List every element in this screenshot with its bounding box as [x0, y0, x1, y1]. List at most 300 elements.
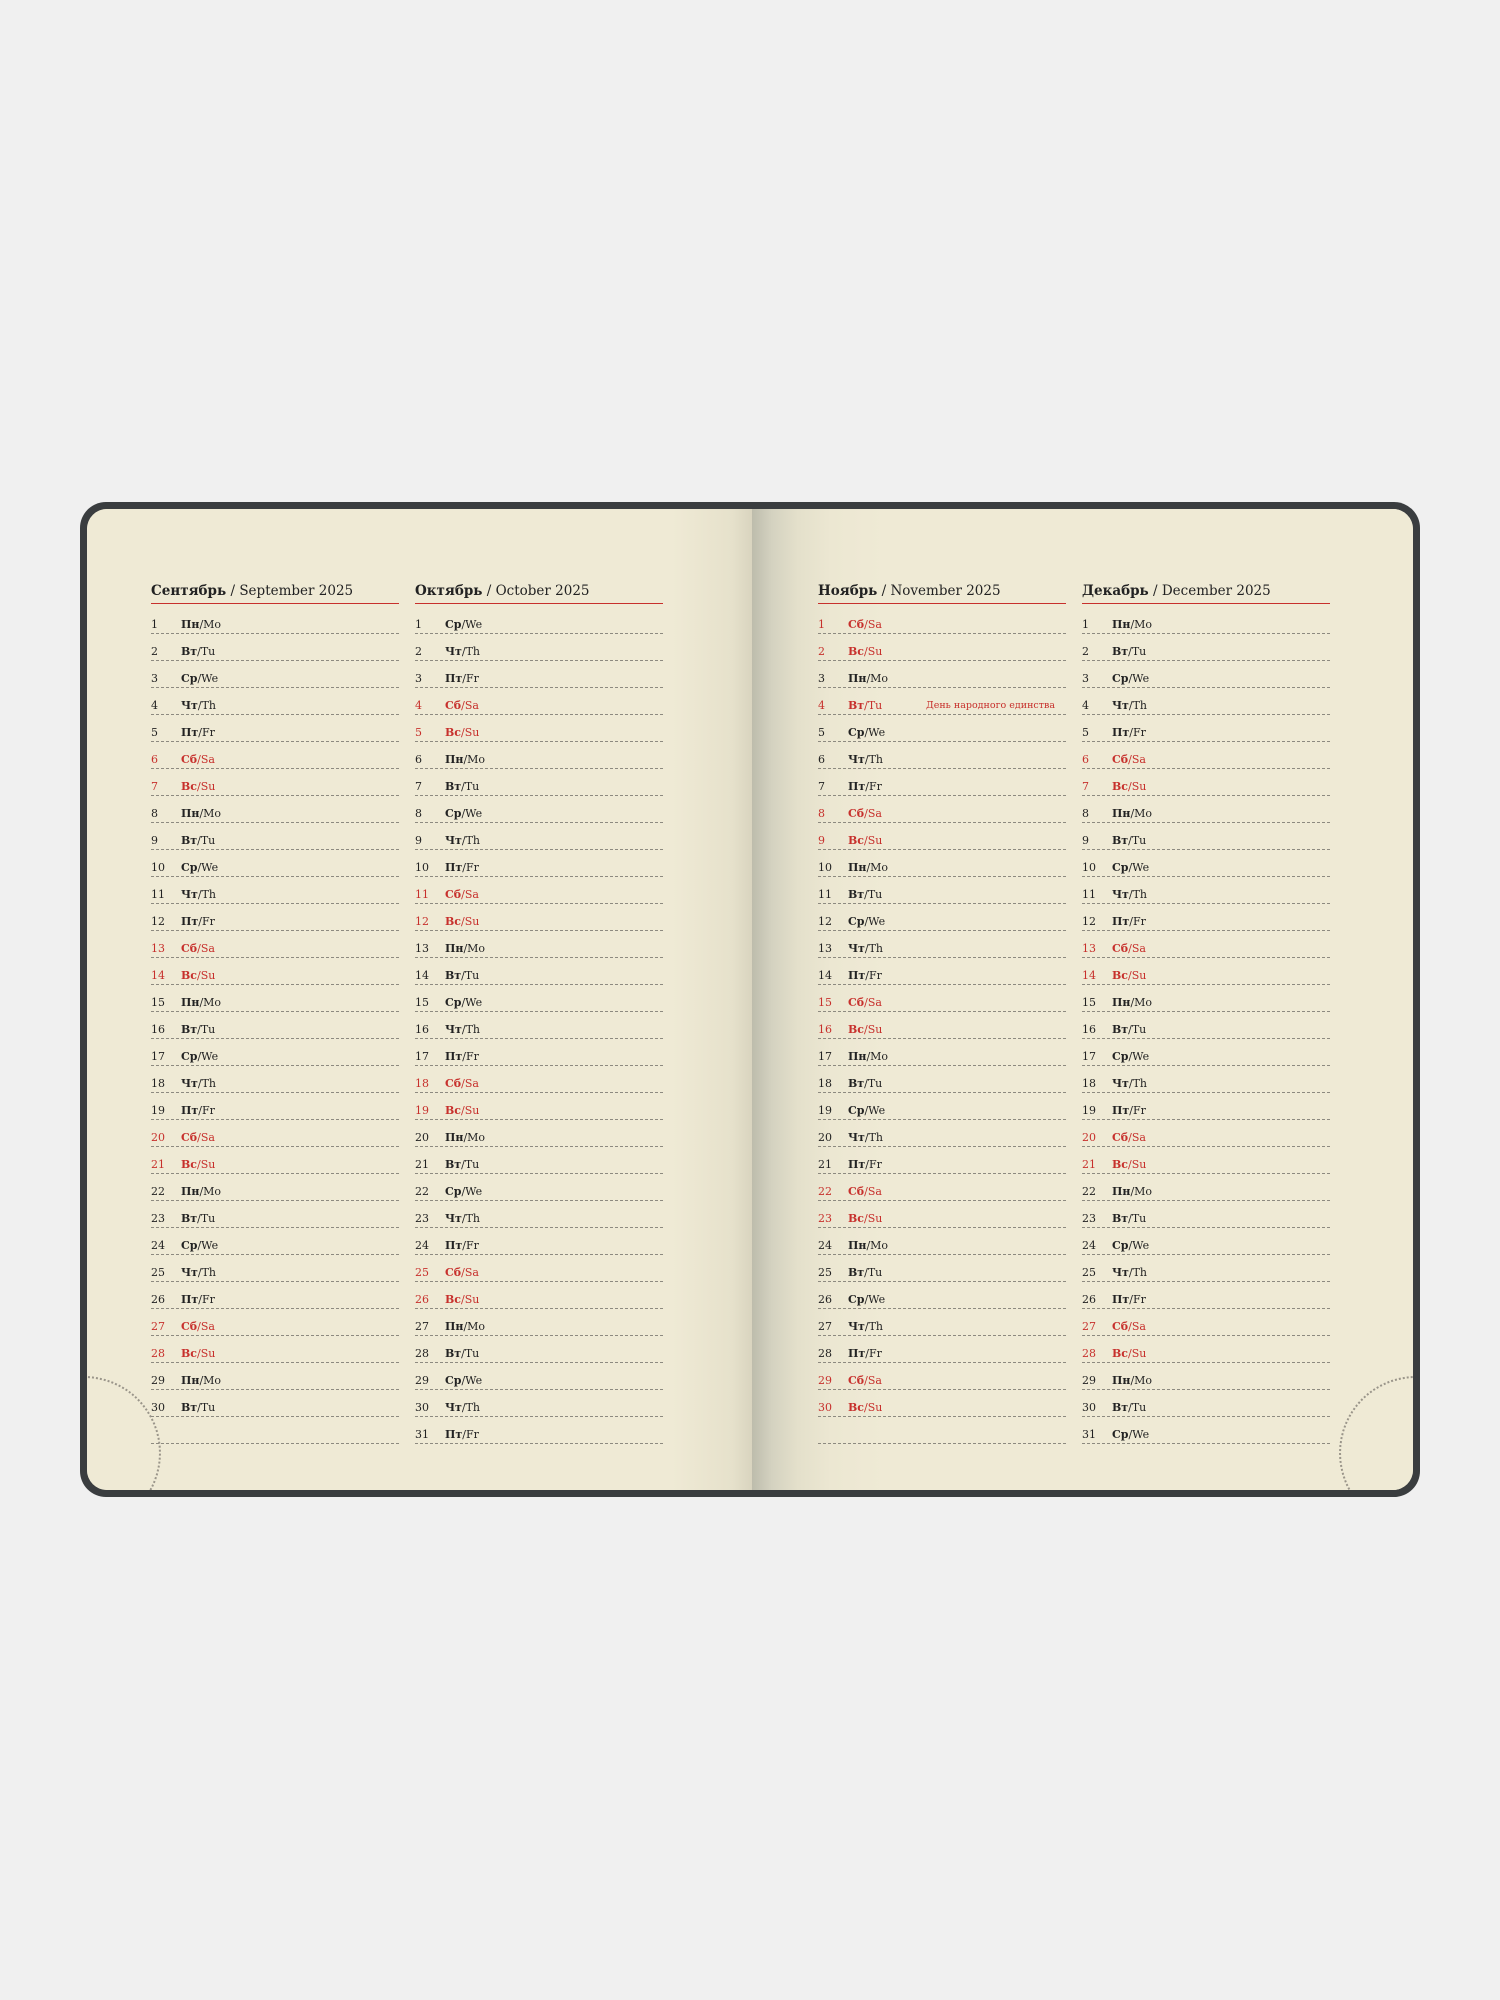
weekday-ru: Пт: [1112, 726, 1130, 739]
weekday: Пт/Fr: [848, 1158, 882, 1171]
weekday: Чт/Th: [445, 645, 481, 658]
weekday-ru: Чт: [181, 1077, 198, 1090]
day-number: 6: [151, 753, 158, 766]
day-row: [818, 1336, 1066, 1363]
day-row: [818, 985, 1066, 1012]
weekday-en: We: [465, 618, 483, 631]
weekday: Ср/We: [848, 726, 886, 739]
weekday: Ср/We: [1112, 1239, 1150, 1252]
weekday: Вт/Tu: [1112, 834, 1147, 847]
weekday-en: Sa: [464, 1266, 479, 1279]
day-row: [151, 1039, 399, 1066]
day-number: 27: [151, 1320, 165, 1333]
day-row: [1082, 769, 1330, 796]
weekday-en: Sa: [867, 996, 882, 1009]
weekday-ru: Ср: [848, 726, 865, 739]
weekday-en: Fr: [465, 1428, 479, 1441]
weekday-ru: Чт: [445, 645, 462, 658]
day-number: 20: [151, 1131, 165, 1144]
weekday-ru: Пн: [445, 942, 464, 955]
weekday: Пн/Mo: [181, 807, 222, 820]
day-number: 5: [818, 726, 825, 739]
day-row: [415, 1417, 663, 1444]
weekday-ru: Вс: [848, 1212, 864, 1225]
month-september: [151, 582, 399, 1444]
weekday: Чт/Th: [445, 834, 481, 847]
day-number: 18: [151, 1077, 165, 1090]
day-number: 23: [1082, 1212, 1096, 1225]
day-number: 19: [818, 1104, 832, 1117]
day-number: 26: [818, 1293, 832, 1306]
weekday-ru: Пт: [1112, 915, 1130, 928]
day-row: [1082, 1363, 1330, 1390]
weekday: Вс/Su: [181, 780, 216, 793]
weekday: Сб/Sa: [181, 1320, 215, 1333]
day-row: [415, 1228, 663, 1255]
weekday-en: Tu: [1131, 645, 1147, 658]
day-number: 23: [818, 1212, 832, 1225]
weekday-ru: Пт: [848, 1347, 866, 1360]
weekday-en: Su: [867, 1023, 883, 1036]
day-row: [151, 1417, 399, 1444]
weekday-ru: Ср: [445, 807, 462, 820]
weekday-ru: Пт: [445, 1239, 463, 1252]
weekday-ru: Сб: [848, 1185, 865, 1198]
day-row: [1082, 1039, 1330, 1066]
day-row: [415, 1066, 663, 1093]
day-number: 11: [151, 888, 165, 901]
weekday-ru: Ср: [181, 672, 198, 685]
weekday-en: Fr: [465, 861, 479, 874]
weekday-en: Mo: [203, 1185, 222, 1198]
weekday: Чт/Th: [445, 1023, 481, 1036]
day-row: [151, 931, 399, 958]
weekday-en: Th: [465, 645, 481, 658]
weekday-ru: Пн: [848, 1239, 867, 1252]
weekday: Пт/Fr: [1112, 915, 1146, 928]
weekday-ru: Чт: [1112, 1077, 1129, 1090]
weekday: Ср/We: [181, 1050, 219, 1063]
day-number: 21: [151, 1158, 165, 1171]
day-row: [818, 931, 1066, 958]
weekday-ru: Ср: [181, 1239, 198, 1252]
day-number: 12: [151, 915, 165, 928]
weekday-en: Th: [465, 834, 481, 847]
day-row: [415, 1309, 663, 1336]
day-number: 30: [818, 1401, 832, 1414]
day-number: 15: [1082, 996, 1096, 1009]
weekday-en: Mo: [870, 672, 889, 685]
day-number: 1: [818, 618, 825, 631]
weekday: Пт/Fr: [1112, 726, 1146, 739]
day-row: [818, 1012, 1066, 1039]
weekday-ru: Ср: [1112, 861, 1129, 874]
weekday-en: Sa: [1131, 942, 1146, 955]
weekday-ru: Чт: [181, 699, 198, 712]
day-number: 28: [818, 1347, 832, 1360]
weekday-ru: Вт: [1112, 834, 1129, 847]
weekday-ru: Вс: [1112, 1158, 1128, 1171]
weekday-en: Tu: [1131, 1401, 1147, 1414]
weekday-en: Th: [1132, 1077, 1148, 1090]
day-row: [818, 877, 1066, 904]
weekday: Чт/Th: [445, 1212, 481, 1225]
weekday-en: Tu: [867, 699, 883, 712]
weekday-ru: Сб: [445, 1077, 462, 1090]
weekday-en: Su: [867, 1401, 883, 1414]
weekday: Пн/Mo: [445, 753, 486, 766]
weekday: Пт/Fr: [445, 672, 479, 685]
day-number: 17: [151, 1050, 165, 1063]
day-row: [151, 796, 399, 823]
weekday-en: Su: [1131, 1158, 1147, 1171]
weekday-en: We: [465, 996, 483, 1009]
day-number: 12: [818, 915, 832, 928]
weekday-ru: Вт: [1112, 645, 1129, 658]
day-row: [151, 904, 399, 931]
weekday-ru: Пн: [181, 996, 200, 1009]
weekday-en: Tu: [867, 1077, 883, 1090]
weekday: Сб/Sa: [1112, 1320, 1146, 1333]
weekday-ru: Пн: [1112, 807, 1131, 820]
day-row: [1082, 1228, 1330, 1255]
day-number: 9: [415, 834, 422, 847]
weekday-ru: Вт: [848, 1266, 865, 1279]
day-number: 13: [415, 942, 429, 955]
weekday-ru: Вт: [181, 1023, 198, 1036]
day-number: 11: [1082, 888, 1096, 901]
weekday: Вс/Su: [181, 1347, 216, 1360]
weekday: Вс/Su: [445, 726, 480, 739]
weekday: Пт/Fr: [848, 780, 882, 793]
day-row: [818, 1255, 1066, 1282]
weekday: Вт/Tu: [1112, 1023, 1147, 1036]
day-row: [1082, 877, 1330, 904]
day-number: 26: [1082, 1293, 1096, 1306]
weekday: Сб/Sa: [848, 1185, 882, 1198]
day-row: [1082, 1120, 1330, 1147]
month-name-en: December 2025: [1161, 583, 1271, 599]
day-number: 29: [151, 1374, 165, 1387]
month-title: Сентябрь / September 2025: [151, 582, 399, 604]
weekday-en: Fr: [201, 1293, 215, 1306]
weekday-en: Tu: [464, 969, 480, 982]
weekday-ru: Пт: [181, 726, 199, 739]
weekday-en: We: [1132, 861, 1150, 874]
weekday-ru: Чт: [848, 753, 865, 766]
weekday-ru: Пт: [445, 672, 463, 685]
weekday-en: Tu: [464, 780, 480, 793]
weekday-ru: Вс: [1112, 969, 1128, 982]
weekday-en: We: [465, 807, 483, 820]
weekday-en: Sa: [200, 1131, 215, 1144]
weekday-ru: Чт: [848, 1131, 865, 1144]
day-row: [151, 1282, 399, 1309]
day-number: 8: [415, 807, 422, 820]
day-number: 17: [415, 1050, 429, 1063]
weekday-en: Sa: [1131, 753, 1146, 766]
day-number: 15: [151, 996, 165, 1009]
day-number: 18: [818, 1077, 832, 1090]
day-number: 4: [1082, 699, 1089, 712]
weekday: Сб/Sa: [445, 699, 479, 712]
weekday-ru: Сб: [1112, 1320, 1129, 1333]
weekday-ru: Сб: [445, 1266, 462, 1279]
weekday-ru: Ср: [848, 1104, 865, 1117]
weekday-ru: Вс: [848, 645, 864, 658]
right-page: [752, 509, 1413, 1490]
weekday-ru: Ср: [1112, 1239, 1129, 1252]
day-row: [415, 1363, 663, 1390]
weekday-en: Th: [465, 1212, 481, 1225]
weekday-ru: Ср: [1112, 672, 1129, 685]
month-name-en: October 2025: [495, 583, 590, 599]
day-number: 28: [1082, 1347, 1096, 1360]
weekday: Сб/Sa: [1112, 942, 1146, 955]
weekday-ru: Сб: [1112, 753, 1129, 766]
weekday: Вс/Su: [848, 1212, 883, 1225]
day-number: 10: [151, 861, 165, 874]
weekday-ru: Вт: [181, 834, 198, 847]
weekday: Пт/Fr: [1112, 1104, 1146, 1117]
weekday-en: Mo: [870, 1239, 889, 1252]
weekday-ru: Вт: [445, 1347, 462, 1360]
weekday-en: Fr: [1132, 1104, 1146, 1117]
weekday-ru: Вт: [445, 780, 462, 793]
weekday-ru: Пт: [848, 780, 866, 793]
weekday: Пн/Mo: [848, 1050, 889, 1063]
day-row: [151, 1093, 399, 1120]
day-number: 2: [1082, 645, 1089, 658]
weekday: Ср/We: [848, 915, 886, 928]
weekday-en: We: [868, 726, 886, 739]
day-number: 24: [818, 1239, 832, 1252]
weekday-ru: Чт: [181, 1266, 198, 1279]
weekday: Вс/Su: [848, 834, 883, 847]
weekday-ru: Пт: [181, 915, 199, 928]
weekday-en: Mo: [203, 807, 222, 820]
weekday-en: Fr: [201, 915, 215, 928]
month-title: Ноябрь / November 2025: [818, 582, 1066, 604]
month-name-ru: Сентябрь: [151, 583, 227, 599]
day-number: 16: [818, 1023, 832, 1036]
weekday-ru: Пн: [1112, 996, 1131, 1009]
day-number: 1: [151, 618, 158, 631]
day-number: 5: [415, 726, 422, 739]
weekday: Вс/Su: [1112, 1347, 1147, 1360]
weekday-ru: Вт: [181, 1212, 198, 1225]
weekday: Сб/Sa: [445, 1266, 479, 1279]
weekday: Ср/We: [181, 672, 219, 685]
weekday: Пт/Fr: [445, 1428, 479, 1441]
weekday: Сб/Sa: [848, 807, 882, 820]
day-row: [415, 661, 663, 688]
day-rows: [1082, 607, 1330, 1444]
day-number: 22: [818, 1185, 832, 1198]
weekday-en: Th: [201, 1077, 217, 1090]
day-number: 31: [415, 1428, 429, 1441]
weekday-ru: Чт: [1112, 888, 1129, 901]
weekday: Вт/Tu: [445, 1347, 480, 1360]
weekday: Ср/We: [1112, 861, 1150, 874]
weekday-ru: Пн: [445, 1131, 464, 1144]
day-number: 19: [151, 1104, 165, 1117]
weekday-ru: Пн: [848, 672, 867, 685]
month-december: [1082, 582, 1330, 1444]
planner-inner: [87, 509, 1413, 1490]
day-row: [1082, 634, 1330, 661]
day-number: 25: [818, 1266, 832, 1279]
month-name-ru: Ноябрь: [818, 583, 878, 599]
weekday: Чт/Th: [1112, 1077, 1148, 1090]
weekday-ru: Вс: [848, 834, 864, 847]
day-row: [151, 769, 399, 796]
day-row: [415, 1012, 663, 1039]
day-row: [151, 715, 399, 742]
day-number: 3: [415, 672, 422, 685]
day-number: 7: [1082, 780, 1089, 793]
weekday: Вт/Tu: [181, 1401, 216, 1414]
weekday-en: Su: [200, 1347, 216, 1360]
day-row: [415, 823, 663, 850]
day-number: 30: [415, 1401, 429, 1414]
weekday-ru: Ср: [445, 1374, 462, 1387]
weekday-en: Mo: [203, 996, 222, 1009]
weekday-ru: Вт: [848, 1077, 865, 1090]
day-number: 23: [415, 1212, 429, 1225]
weekday-ru: Сб: [848, 996, 865, 1009]
weekday: Ср/We: [1112, 1050, 1150, 1063]
day-number: 6: [818, 753, 825, 766]
day-row: [1082, 904, 1330, 931]
weekday-ru: Вт: [181, 645, 198, 658]
weekday-en: Tu: [200, 645, 216, 658]
weekday: Ср/We: [1112, 1428, 1150, 1441]
day-row: [1082, 1201, 1330, 1228]
weekday: Вс/Su: [848, 645, 883, 658]
weekday: Вт/Tu: [445, 969, 480, 982]
weekday-ru: Сб: [181, 1320, 198, 1333]
planner-spread: [80, 502, 1420, 1497]
month-october: [415, 582, 663, 1444]
weekday-ru: Чт: [445, 834, 462, 847]
day-number: 28: [415, 1347, 429, 1360]
weekday: Пн/Mo: [181, 618, 222, 631]
day-number: 25: [415, 1266, 429, 1279]
weekday: Чт/Th: [848, 1320, 884, 1333]
weekday-ru: Пт: [181, 1104, 199, 1117]
weekday-en: Mo: [467, 1131, 486, 1144]
day-row: [818, 1039, 1066, 1066]
weekday-ru: Пт: [848, 969, 866, 982]
corner-pocket-right: [1339, 1376, 1413, 1490]
day-row: [415, 904, 663, 931]
day-number: 31: [1082, 1428, 1096, 1441]
day-number: 18: [415, 1077, 429, 1090]
day-number: 22: [1082, 1185, 1096, 1198]
weekday: Пн/Mo: [445, 1320, 486, 1333]
weekday-en: Sa: [867, 618, 882, 631]
day-row: [151, 985, 399, 1012]
day-number: 16: [151, 1023, 165, 1036]
weekday: Вс/Su: [1112, 780, 1147, 793]
weekday-en: Fr: [868, 780, 882, 793]
weekday-ru: Сб: [848, 618, 865, 631]
weekday-en: Sa: [867, 1185, 882, 1198]
weekday-ru: Пн: [181, 1374, 200, 1387]
weekday-en: Th: [465, 1401, 481, 1414]
weekday-ru: Сб: [848, 1374, 865, 1387]
day-number: 9: [1082, 834, 1089, 847]
weekday-ru: Пн: [1112, 1185, 1131, 1198]
weekday: Сб/Sa: [181, 1131, 215, 1144]
weekday-en: Th: [201, 888, 217, 901]
day-row: [1082, 607, 1330, 634]
day-number: 10: [415, 861, 429, 874]
weekday: Вт/Tu: [1112, 645, 1147, 658]
weekday: Вт/Tu: [1112, 1401, 1147, 1414]
weekday-en: Su: [464, 1293, 480, 1306]
day-number: 24: [415, 1239, 429, 1252]
day-row: [151, 823, 399, 850]
day-row: [415, 1174, 663, 1201]
weekday-en: Su: [867, 834, 883, 847]
day-row: [1082, 796, 1330, 823]
weekday-en: Su: [867, 645, 883, 658]
day-row: [1082, 1417, 1330, 1444]
day-number: 13: [818, 942, 832, 955]
weekday-ru: Вс: [1112, 1347, 1128, 1360]
day-row: [818, 958, 1066, 985]
day-row: [818, 850, 1066, 877]
weekday: Вс/Su: [181, 969, 216, 982]
weekday-en: Mo: [467, 1320, 486, 1333]
weekday-en: Fr: [465, 1050, 479, 1063]
weekday: Сб/Sa: [848, 1374, 882, 1387]
weekday-en: Th: [868, 942, 884, 955]
day-row: [415, 607, 663, 634]
day-row: [818, 1120, 1066, 1147]
day-number: 1: [415, 618, 422, 631]
weekday: Сб/Sa: [848, 618, 882, 631]
weekday-ru: Чт: [1112, 1266, 1129, 1279]
weekday-en: Tu: [200, 1212, 216, 1225]
weekday: Сб/Sa: [1112, 753, 1146, 766]
month-november: [818, 582, 1066, 1444]
weekday: Чт/Th: [1112, 888, 1148, 901]
weekday-ru: Вт: [1112, 1401, 1129, 1414]
day-row: [151, 661, 399, 688]
weekday-ru: Ср: [848, 915, 865, 928]
weekday-en: Mo: [1134, 1374, 1153, 1387]
weekday-en: Fr: [465, 672, 479, 685]
weekday: Ср/We: [445, 1374, 483, 1387]
day-number: 2: [818, 645, 825, 658]
day-number: 27: [415, 1320, 429, 1333]
day-row: [818, 1309, 1066, 1336]
weekday-ru: Сб: [1112, 942, 1129, 955]
weekday-ru: Ср: [848, 1293, 865, 1306]
weekday: Чт/Th: [848, 753, 884, 766]
weekday-en: We: [868, 1104, 886, 1117]
weekday: Пн/Mo: [848, 861, 889, 874]
weekday-ru: Ср: [1112, 1428, 1129, 1441]
weekday-en: Tu: [464, 1158, 480, 1171]
weekday-ru: Вс: [181, 1347, 197, 1360]
day-row: [1082, 1093, 1330, 1120]
day-number: 12: [415, 915, 429, 928]
weekday: Пн/Mo: [848, 1239, 889, 1252]
